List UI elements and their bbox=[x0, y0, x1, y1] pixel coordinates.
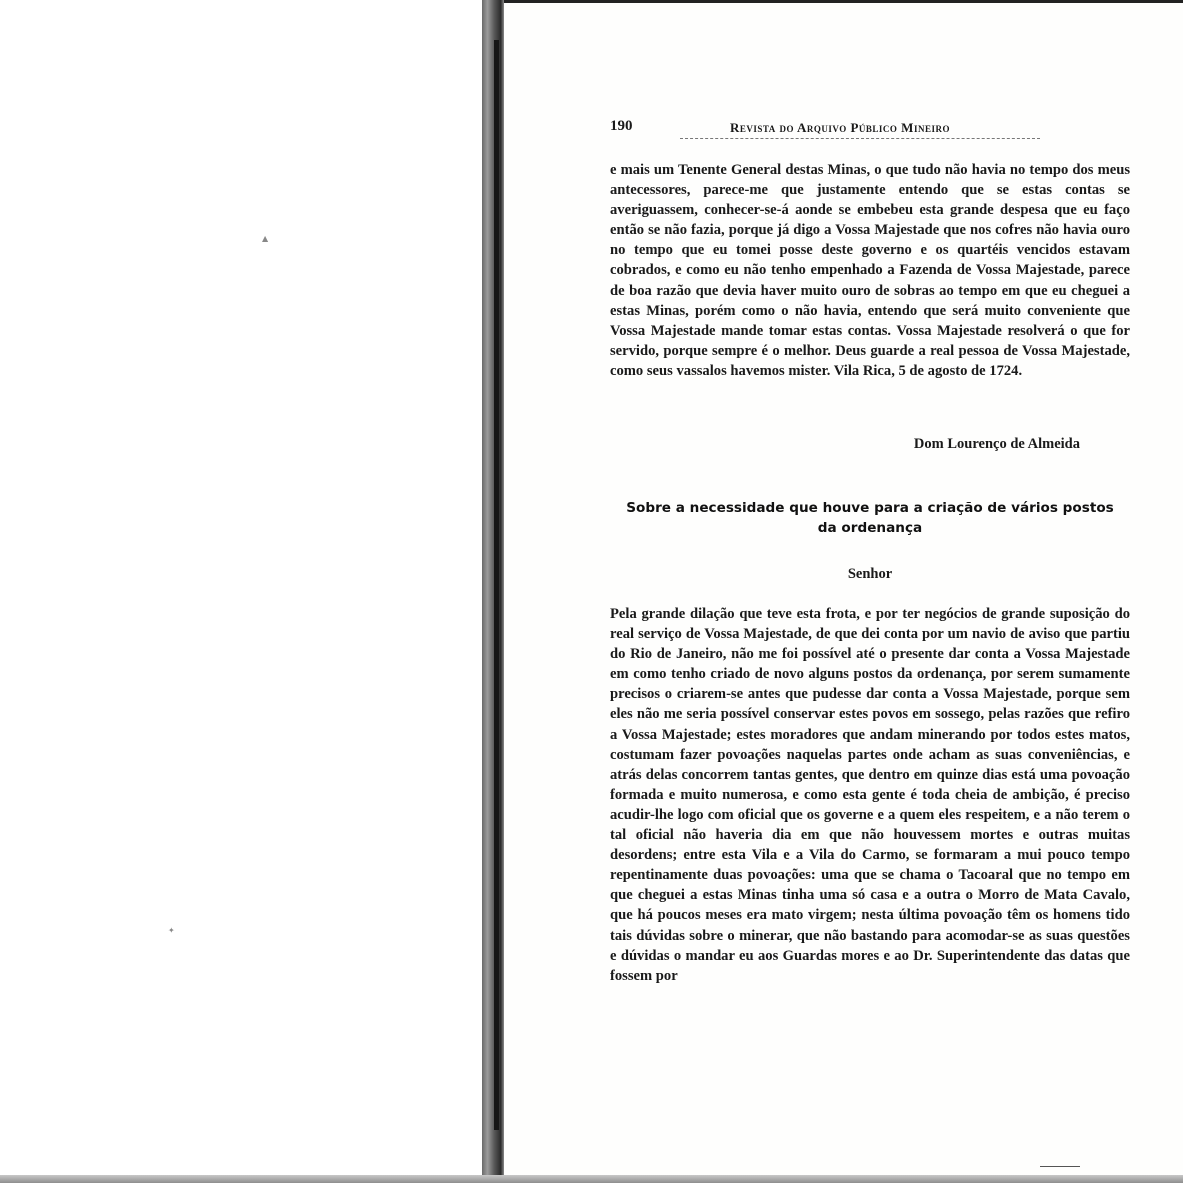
paper-speck: ✦ bbox=[168, 926, 175, 935]
section-title bbox=[610, 498, 1130, 538]
gutter-shadow bbox=[494, 40, 499, 1130]
salutation: Senhor bbox=[847, 566, 893, 582]
section-title-line-2: da ordenança bbox=[817, 520, 923, 536]
header-rule bbox=[680, 138, 1040, 139]
bottom-shadow bbox=[0, 1175, 1183, 1183]
bottom-mark bbox=[1040, 1166, 1080, 1167]
left-page-blank bbox=[0, 0, 482, 1183]
running-title: Revista do Arquivo Público Mineiro bbox=[730, 120, 950, 135]
section-title-line-1: Sobre a necessidade que houve para a criação de vários postos bbox=[626, 500, 1114, 516]
letter-closing-paragraph: e mais um Tenente General destas Minas, o que tudo não havia no tempo dos meus antecessores, parece-me que justamente entendo que se estas contas se averiguassem, conhecer-se-á aonde se embebeu esta grande despesa que eu faço então se não fazia, porque já digo a Vossa Majestade que nos cofres não havia ouro no tempo que eu tomei posse deste governo e os quartéis vencidos estavam cobrados, e como eu não tenho empenhado a Fazenda de Vossa Majestade, parece de boa razão que devia haver muito ouro de sobras ao tempo em que eu cheguei a estas Minas, porém como o não havia, entendo que será muito conveniente que Vossa Majestade mande tomar estas contas. Vossa Majestade resolverá o que for servido, porque sempre é o melhor. Deus guarde a real pessoa de Vossa Majestade, como seus vassalos havemos mister. Vila Rica, 5 de agosto de 1724. bbox=[610, 162, 1130, 379]
section-body-paragraph: Pela grande dilação que teve esta frota, e por ter negócios de grande suposição do real serviço de Vossa Majestade, de que dei conta por um navio de aviso que partiu do Rio de Janeiro, não me foi possível até o presente dar conta a Vossa Majestade em como tenho criado de novo alguns postos da ordenança, por serem sumamente precisos o criarem-se antes que pudesse dar conta a Vossa Majestade, porque sem eles não me seria possível conservar estes povos em sossego, pelas razões que refiro a Vossa Majestade; estes moradores que andam minerando por todos estes matos, costumam fazer povoações naquelas partes onde acham as suas conveniências, e atrás delas concorrem tantas gentes, que dentro em quinze dias está uma povoação formada e muito numerosa, e como esta gente é toda cheia de ambição, é preciso acudir-lhe logo com oficial que os governe e a quem eles respeitem, e a não terem o tal oficial não haveria dia em que não houvessem mortes e outras muitas desordens; entre esta Vila e a Vila do Carmo, se formaram a mui pouco tempo repentinamente duas povoações: uma que se chama o Tacoaral que no tempo em que cheguei a estas Minas tinha uma só casa e a outra o Morro de Mata Cavalo, que há poucos meses era mato virgem; nesta última povoação têm os homens tido tais dúvidas sobre o minerar, que não bastando para acomodar-se as suas questões e dúvidas o mandar eu aos Guardas mores e ao Dr. Superintendente das datas que fossem por bbox=[610, 606, 1130, 984]
page-number: 190 bbox=[610, 118, 633, 134]
book-gutter bbox=[482, 0, 504, 1183]
paper-speck: ▲ bbox=[262, 234, 269, 243]
letter-signature: Dom Lourenço de Almeida bbox=[913, 436, 1080, 452]
page-header bbox=[610, 116, 1130, 140]
